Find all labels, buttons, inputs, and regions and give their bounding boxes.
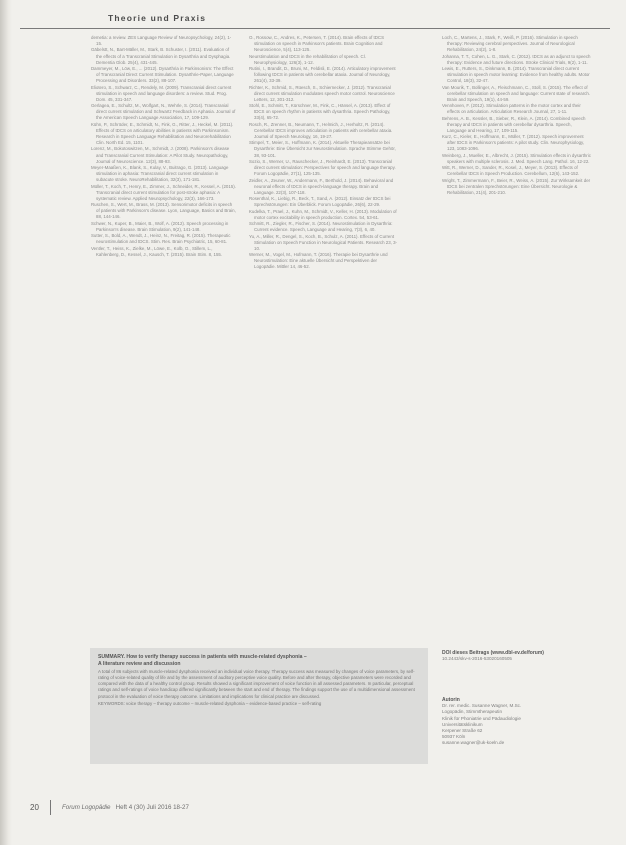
summary-title	[98, 654, 420, 667]
reference-entry: Zeidler, A., Zeuner, W., Andermann, F., Berthold, J. (2014). Behavioral and neuronal effects of tDCS in speech-language therapy. Brain and Language. 22(3), 107-118.	[249, 177, 394, 195]
reference-entry: Stimpel, T., Meier, S., Hoffmann, K. (2014). Aktuelle Therapieansätze bei Dysarthrie: Eine Übersicht zur Neurostimulation. Sprache Stimme Gehör, 38, 93-101.	[249, 140, 396, 158]
reference-entry: Werner, M., Vogel, M., Hofmann, T. (2016). Therapie bei Dysarthrie und Neurostimulation: Eine aktuelle Übersicht und Perspektiven der Logopädie. Mittler 14, 46-52.	[249, 252, 388, 270]
reference-entry: Behrens, A. B., Kessler, B., Sieber, R., Klein, A. (2014). Combined speech therapy and tDCS in patients with cerebellar dysarthria. Speech, Language and Hearing, 17, 109-115.	[442, 115, 586, 133]
reference-entry: Schwer, N., Kuper, B., Maier, B., Wolf, A. (2012). Speech processing in Parkinson's disease. Brain Stimulation, 9(2), 141-148.	[91, 220, 229, 232]
reference-entry: Neurstimulation and tDCS in the rehabilitation of speech. Cl. Neurophysiology, 126(3), 1-12.	[249, 53, 366, 65]
reference-entry: Stohl, E., Schmitt, T., Kürschner, M., Fink, C., Hänsel, A. (2013). Effect of tDCS on speech rhythm in patients with dysarthria. Speech Pathology, 33(4), 65-72.	[249, 103, 391, 121]
page-footer	[30, 802, 360, 814]
reference-entry: Sozio, S., Werner, U., Rauschecker, J., Reinhardt, E. (2013). Transcranial direct current stimulation: Perspectives for speech and language therapy. Forum Logopädie, 27(1), 125-135.	[249, 158, 396, 177]
reference-entry: Lorenz, M., Bokotoswitzen, M., Schmidt, J. (2008). Parkinson's disease and Transcranial Current Stimulation: A Pilot Study. Neuropathology, Journal of Neuroscience. 12(3), 88-93.	[91, 146, 230, 164]
reference-entry: Loch, C., Martens, J., Stark, F., Weiß, P. (2016). Stimulation in speech therapy: Reviewing cerebral perspectives. Journal of Neurological Rehabilitation, 24(2), 1-8.	[442, 35, 578, 53]
reference-entry: Van Mourik, T., Bollinger, A., Fleischmann, C., Stoll, S. (2015). The effect of cerebellar stimulation on speech and language: Current state of research. Brain and Speech, 19(1), 44-59.	[442, 84, 591, 102]
author-line-2: Logopädin, Stimmtherapeutin	[442, 709, 503, 715]
reference-entry: Rosch, R., Zrenner, B., Neumann, T., Helmich, J., Herholtz, R. (2014). Cerebellar tDCS improves articulation in patients with cerebellar ataxia. Journal of Speech Neurology, 16, 19-27.	[249, 121, 393, 139]
reference-entry: Rutini, I., Brandit, D., Bruni, M., Feldisli, E. (2014). Articulatory improvement following tDCS in patients with cerebellar ataxia. Journal of Neurology, 261(4), 33-39.	[249, 66, 396, 84]
summary-box	[90, 648, 428, 764]
doi-title: DOI dieses Beitrags (www.dbl-ev.de/forum)	[442, 650, 544, 656]
page-header	[20, 8, 610, 29]
journal-name: Forum Logopädie	[62, 804, 111, 811]
references-column-3	[442, 35, 592, 196]
reference-entry: Eliotero, S., Schwarz, C., Rendely, M. (2009). Transcranial direct current stimulation in speech and language disorders: a review. Stud. Prog. Dom. 45, 331-347.	[91, 84, 232, 102]
reference-entry: demetia: a review. ZES Language Review of Neuropsychology, 24(2), 1-15.	[91, 35, 232, 47]
author-line-1: Dr. rer. medic. Susanne Wagner, M.Sc.	[442, 703, 522, 709]
reference-entry: Vennhoven, F. (2012). Stimulation patterns in the motor cortex and their effects on articulation. Articulation Research Journal, 27, 1-11.	[442, 103, 581, 115]
page-gutter-shadow	[0, 0, 12, 845]
reference-entry: Kurz, C., Kieler, E., Hoffmann, E., Müller, T. (2012). Speech improvement after tDCS in Parkinson's patients: A pilot study. Clin. Neurophysiology, 123, 1083-1096.	[442, 134, 585, 152]
reference-entry: Müller, T., Koch, T., Henry, E., Zimmer, J., Schneider, R., Kessel, A. (2015). Transcranial direct current stimulation for post-stroke aphasia: A systematic review. Applied Neuropsychology, 22(3), 166-173.	[91, 183, 236, 201]
reference-entry: Gerlagea, E., Schultz, M., Wolfgart, N., Wehrle, S. (2014). Transcranial direct current stimulation and Schwartz Feedback in Aphasia. Journal of the American Speech Language Association, 17, 109-129.	[91, 103, 236, 121]
author-block	[442, 697, 594, 747]
reference-entry: Yu, A., Miller, R., Dengel, S., Koch, B., Schulz, A. (2011). Effects of Current Stimulation on Speech Function in Neurological Patients. Research 23, 3-10.	[249, 233, 398, 251]
journal-issue: Heft 4 (30) Juli 2016 18-27	[115, 804, 189, 811]
summary-body: A total of 86 subjects with muscle-related dysphonia received an individual voice therapy. Therapy success was measured by changes of voice parameters, by self-rating of voice-related quality of life and by the assessment of auditory perceptive voice quality. Before and after therapy, objective parameters were recorded and compared with the data of a healthy control group. Results showed a significant improvement of voice function in all assessed parameters. In particular, perceptual ratings and self-ratings of voice handicap differed significantly between the start and end of therapy. The findings support the use of a multidimensional assessment protocol in the evaluation of voice therapy outcome. Limitations and implications for clinical practice are discussed.	[98, 669, 415, 699]
reference-entry: Johanna, T. T., Cohen, L. G., Stark, C. (2012). tDCS as an adjunct to speech therapy: Evidence and future directions. Stroke Clinical Trials, 9(2), 1-11.	[442, 53, 591, 65]
reference-entry: O., Rossow, C., Andres, K., Petersen, T. (2014). Brain effects of tDCS stimulation on speech in Parkinson's patients. Brain Cognition and Neuroscience, 5(4), 113-125.	[249, 35, 385, 53]
reference-entry: Ventler, T., Heiss, K., Zielke, M., Löwe, E., Kolb, O., Stillem, L., Kahlenberg, D., Kessel, J., Kausch, T. (2015). Brain Stim. 8, 155.	[91, 245, 223, 257]
reference-entry: Wright, T., Zimmermann, F., Beier, R., Weiss, A. (2015). Zur Wirksamkeit der tDCS bei zentralen Sprechstörungen: Eine Übersicht. Neurologie & Rehabilitation, 21(4), 201-210.	[442, 177, 591, 196]
footer-journal-info	[62, 804, 189, 811]
reference-entry: Kudelka, T., Prael, J., Kuhn, M., Schmidt, V., Keller, H. (2013). Modulation of motor cortex excitability in speech production. Cortex. 54, 53-61.	[249, 208, 397, 220]
reference-entry: Gäbelstt, N., Bart-Mäller, M., Stark, B. Schuster, I. (2011). Evaluation of the effects of a Transcranial Stimulation in Dysarthria and Dysphagia. Dementia Glob. 25(4), 431-445.	[91, 47, 231, 65]
summary-title-line-1: SUMMARY. How to verify therapy success in patients with muscle-related dysphonia –	[98, 654, 307, 660]
author-line-3: Klinik für Phoniatrie und Pädaudiologie	[442, 715, 521, 721]
section-title: Theorie und Praxis	[108, 13, 207, 23]
doi-value[interactable]: 10.2443/skv-s-2016-53020160505	[442, 656, 512, 662]
reference-entry: Weinberg, J., Mueller, E., Albrecht, J. (2015). Stimulation effects in dysarthric speakers with multiple sclerosis. J. Med. Speech Lang. Pathol. 16, 12-22.	[442, 152, 591, 164]
footer-divider	[50, 800, 51, 815]
reference-entry: Sutter, S., Bold, A., Wendt, J., Heinz, N., Freitag, R. (2015). Therapeutic neurostimulation and tDCS. Stim. Res. Brain Psychiatric, 15, 60-81.	[91, 233, 231, 245]
page-number: 20	[30, 803, 39, 812]
author-line-6: 50937 Köln	[442, 734, 466, 740]
reference-entry: Richter, K., Schmid, S., Rüesch, S., Schiernecker, J. (2012). Transcranial direct current stimulation modulates speech motor control. Neuroscience Letters, 12, 301-312.	[249, 84, 395, 102]
reference-entry: Dammeyer, M., Löw, E., ... (2012). Dysarthria in Parkinsonism: The Effect of Transcranial Direct Current Stimulation. Dysarthrie-Paper, Language Processing and Disorders. 33(2), 88-107.	[91, 66, 234, 84]
reference-entry: Rosenthal, K., Liebig, R., Beck, T., Sand, A. (2012). Einsatz der tDCS bei Sprechstörungen: Ein Überblick. Forum Logopädie, 26(6), 22-29.	[249, 196, 391, 208]
reference-entry: Kühn, P., Schröder, E., Schmidt, N., Fink, G., Ritter, J., Heckel, M. (2011). Effects of tDCS on articulatory abilities in patients with Parkinsonism. Research in Speech Language Rehabilitation and Neurorehabilitation Clin. North Ed. 15, 1101.	[91, 121, 234, 146]
author-title: Autorin	[442, 697, 460, 703]
author-email-link[interactable]: susanne.wagner@uk-koeln.de	[442, 740, 505, 746]
reference-entry: Witt, R., Werner, D., Sander, R., Kosel, J., Meyer, S. (2013). Effects of Cerebellar tDCS in Speech Production. Cerebellum, 12(6), 143-152.	[442, 165, 580, 177]
author-line-5: Kerpener Straße 62	[442, 728, 483, 734]
reference-entry: Schmitt, R., Ziegler, R., Fischer, S. (2014). Neurostimulation in Dysarthria: Current evidence. Speech, Language and Hearing, 7(3), 6, 40.	[249, 221, 393, 233]
reference-entry: Lewis, E., Rutters, S., Dinkmann, B. (2014). Transcranial direct current stimulation in speech motor learning: Evidence from healthy adults. Motor Control, 18(3), 32-47.	[442, 66, 590, 84]
summary-keywords: KEYWORDS: voice therapy – therapy outcome – muscle-related dysphonia – evidence-based practice – self-rating	[98, 700, 322, 706]
reference-entry: Meyer-Maaßen, K., Blank, S., Kulay, V., Buitrago, G. (2013). Language stimulation in aphasia: Transcranial direct current stimulation in subacute stroke. NeuroRehabilitation, 32(3), 171-181.	[91, 165, 229, 183]
author-line-4: Universitätsklinikum	[442, 721, 483, 727]
references-column-2	[249, 35, 399, 271]
references-column-1	[91, 35, 236, 258]
reference-entry: Ruschen, S., Wert, M., Brass, M. (2013). Sensorimotor deficits in speech of patients with Parkinson's disease. Lyon, Language, Basics and Brain, 88, 144-146.	[91, 202, 236, 220]
doi-block	[442, 650, 594, 662]
summary-title-line-2: A literature review and discussion	[98, 660, 181, 667]
